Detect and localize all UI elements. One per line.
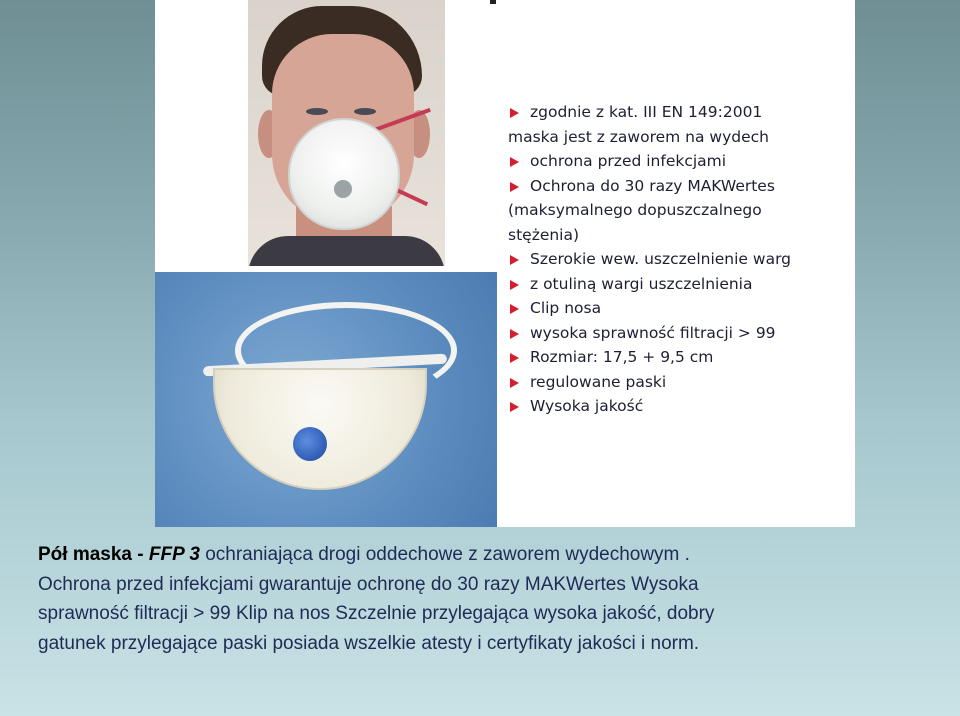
spec-list-item xyxy=(508,174,848,199)
spec-list-item xyxy=(508,296,848,321)
spec-list-item xyxy=(508,272,848,297)
spec-list-item-text: (maksymalnego dopuszczalnego xyxy=(508,201,762,219)
spec-list-item-text: Clip nosa xyxy=(530,299,602,317)
arrow-bullet-icon xyxy=(510,402,519,412)
shirt xyxy=(248,236,445,266)
spec-list-item xyxy=(508,394,848,419)
valve-icon xyxy=(334,180,352,198)
spec-list-item-text: Wysoka jakość xyxy=(530,397,644,415)
mask-cup xyxy=(213,368,427,490)
man-wearing-respirator-photo xyxy=(248,0,445,266)
arrow-bullet-icon xyxy=(510,304,519,314)
spec-list-item xyxy=(508,321,848,346)
exhalation-valve-icon xyxy=(293,427,327,461)
spec-list-item xyxy=(508,247,848,272)
spec-list-item xyxy=(508,370,848,395)
arrow-bullet-icon xyxy=(510,353,519,363)
spec-list-item xyxy=(508,198,848,223)
respirator-mask-worn xyxy=(288,118,400,230)
caption-lead-bold: Pół maska - xyxy=(38,544,149,565)
spec-list-item-text: Szerokie wew. uszczelnienie warg xyxy=(530,250,792,268)
spec-list-item-text: maska jest z zaworem na wydech xyxy=(508,127,769,146)
spec-list-item-text: z otuliną wargi uszczelnienia xyxy=(530,274,753,293)
arrow-bullet-icon xyxy=(510,182,519,192)
arrow-bullet-icon xyxy=(510,378,519,388)
respirator-mask-photo xyxy=(155,272,497,527)
caption-line-4: gatunek przylegające paski posiada wszelkie atesty i certyfikaty jakości i norm. xyxy=(38,632,700,654)
caption xyxy=(38,540,918,658)
arrow-bullet-icon xyxy=(510,157,519,167)
top-mark xyxy=(490,0,496,4)
spec-list-item xyxy=(508,223,848,248)
eye-left xyxy=(306,108,328,115)
spec-list-item xyxy=(508,125,848,150)
spec-list xyxy=(508,100,848,419)
spec-list-item-text: Rozmiar: 17,5 + 9,5 cm xyxy=(530,348,714,366)
spec-list-item-text: stężenia) xyxy=(508,225,580,244)
caption-line-2: Ochrona przed infekcjami gwarantuje ochronę do 30 razy MAKWertes Wysoka xyxy=(38,573,699,595)
spec-list-item xyxy=(508,345,848,370)
caption-line-3: sprawność filtracji > 99 Klip na nos Szczelnie przylegająca wysoka jakość, dobry xyxy=(38,603,715,624)
spec-list-item-text: regulowane paski xyxy=(530,372,667,391)
arrow-bullet-icon xyxy=(510,329,519,339)
arrow-bullet-icon xyxy=(510,108,519,118)
spec-list-item-text: wysoka sprawność filtracji > 99 xyxy=(530,323,776,342)
spec-list-item-text: zgodnie z kat. III EN 149:2001 xyxy=(530,103,763,121)
caption-line-1-rest: ochraniająca drogi oddechowe z zaworem wydechowym . xyxy=(199,544,690,565)
eye-right xyxy=(354,108,376,115)
spec-list-item xyxy=(508,100,848,125)
spec-list-item xyxy=(508,149,848,174)
spec-list-item-text: Ochrona do 30 razy MAKWertes xyxy=(530,176,775,195)
caption-line-1 xyxy=(38,540,918,570)
caption-lead-italic: FFP 3 xyxy=(148,544,200,565)
arrow-bullet-icon xyxy=(510,280,519,290)
arrow-bullet-icon xyxy=(510,255,519,265)
spec-list-item-text: ochrona przed infekcjami xyxy=(530,152,727,170)
